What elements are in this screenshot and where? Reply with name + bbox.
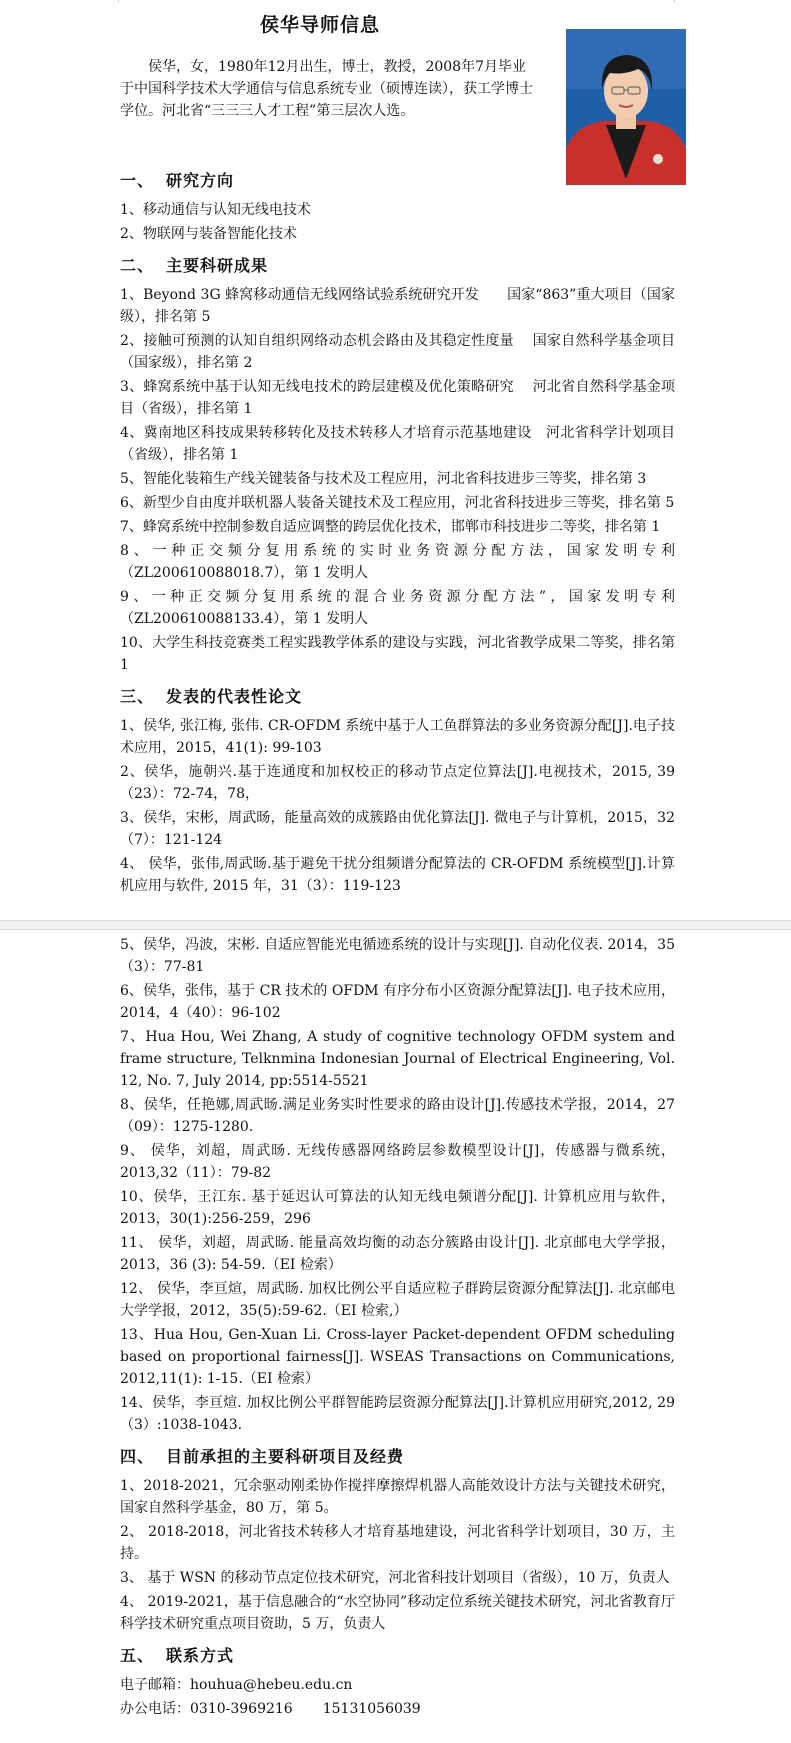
section-3-continued bbox=[120, 934, 675, 1722]
list-item: 4、 侯华，张伟,周武旸.基于避免干扰分组频谱分配算法的 CR-OFDM 系统模型[J].计算机应用与软件, 2015 年，31（3）：119-123 bbox=[120, 856, 675, 894]
list-item: 1、Beyond 3G 蜂窝移动通信无线网络试验系统研究开发 国家“863”重大项目（国家级），排名第 5 bbox=[120, 287, 675, 325]
page-corner-mark bbox=[674, 0, 697, 2]
phone-label: 办公电话： bbox=[120, 1701, 190, 1717]
list-item: 10、侯华，王江东. 基于延迟认可算法的认知无线电频谱分配[J]. 计算机应用与软件，2013，30(1):256-259，296 bbox=[120, 1189, 675, 1227]
list-item: 13、Hua Hou, Gen-Xuan Li. Cross-layer Packet-dependent OFDM scheduling based on proportional fairness[J]. WSEAS Transactions on Communications, 2012,11(1): 1-15.（EI 检索） bbox=[120, 1327, 675, 1387]
mobile-phone: 15131056039 bbox=[322, 1701, 421, 1717]
list-item: 3、 基于 WSN 的移动节点定位技术研究，河北省科技计划项目（省级），10 万，负责人 bbox=[120, 1570, 670, 1586]
page-break bbox=[0, 920, 791, 930]
list-item: 3、蜂窝系统中基于认知无线电技术的跨层建模及优化策略研究 河北省自然科学基金项目（省级），排名第 1 bbox=[120, 379, 675, 417]
contact-phone-line bbox=[120, 1698, 675, 1720]
office-phone: 0310-3969216 bbox=[190, 1701, 293, 1717]
list-item: 1、侯华, 张江梅, 张伟. CR-OFDM 系统中基于人工鱼群算法的多业务资源分配[J].电子技术应用，2015，41(1): 99-103 bbox=[120, 718, 675, 756]
email-label: 电子邮箱： bbox=[120, 1677, 190, 1693]
list-item: 3、侯华，宋彬，周武旸，能量高效的成簇路由优化算法[J]. 微电子与计算机，2015，32（7）：121-124 bbox=[120, 810, 675, 848]
section-heading: 三、 发表的代表性论文 bbox=[120, 687, 303, 706]
section-heading: 五、 联系方式 bbox=[120, 1646, 235, 1665]
list-item: 8、一种正交频分复用系统的实时业务资源分配方法，国家发明专利（ZL200610088018.7），第 1 发明人 bbox=[120, 543, 675, 581]
list-item: 14、侯华，李亘煊. 加权比例公平群智能跨层资源分配算法[J].计算机应用研究,2012, 29（3）:1038-1043. bbox=[120, 1395, 675, 1433]
page-corner-mark bbox=[96, 0, 119, 2]
list-item: 2、 2018-2018，河北省技术转移人才培育基地建设，河北省科学计划项目，30 万，主持。 bbox=[120, 1524, 675, 1562]
list-item: 4、冀南地区科技成果转移转化及技术转移人才培育示范基地建设 河北省科学计划项目（省级），排名第 1 bbox=[120, 425, 675, 463]
section-heading: 一、 研究方向 bbox=[120, 171, 235, 190]
list-item: 11、 侯华，刘超，周武旸. 能量高效均衡的动态分簇路由设计[J]. 北京邮电大学学报，2013，36 (3): 54-59.（EI 检索） bbox=[120, 1235, 675, 1273]
list-item: 5、侯华，冯波，宋彬. 自适应智能光电循迹系统的设计与实现[J]. 自动化仪表. 2014，35（3）：77-81 bbox=[120, 937, 675, 975]
list-item: 2、侯华，施朝兴.基于连通度和加权校正的移动节点定位算法[J].电视技术，2015, 39（23）：72-74，78， bbox=[120, 764, 675, 802]
section-heading: 四、 目前承担的主要科研项目及经费 bbox=[120, 1447, 405, 1466]
section-heading: 二、 主要科研成果 bbox=[120, 256, 269, 275]
list-item: 10、大学生科技竞赛类工程实践教学体系的建设与实践，河北省教学成果二等奖，排名第 1 bbox=[120, 635, 675, 673]
list-item: 9、 侯华，刘超，周武旸. 无线传感器网络跨层参数模型设计[J]，传感器与微系统，2013,32（11）：79-82 bbox=[120, 1143, 675, 1181]
list-item: 2、物联网与装备智能化技术 bbox=[120, 226, 297, 242]
list-item: 1、2018-2021，冗余驱动刚柔协作搅拌摩擦焊机器人高能效设计方法与关键技术研究，国家自然科学基金，80 万，第 5。 bbox=[120, 1478, 675, 1516]
list-item: 5、智能化装箱生产线关键装备与技术及工程应用，河北省科技进步三等奖，排名第 3 bbox=[120, 471, 647, 487]
section-1 bbox=[120, 160, 675, 899]
email-link[interactable]: houhua@hebeu.edu.cn bbox=[190, 1677, 353, 1693]
list-item: 9、一种正交频分复用系统的混合业务资源分配方法”，国家发明专利（ZL200610088133.4），第 1 发明人 bbox=[120, 589, 675, 627]
intro-paragraph: 侯华，女，1980年12月出生，博士，教授，2008年7月毕业于中国科学技术大学通信与信息系统专业（硕博连读），获工学博士学位。河北省“三三三人才工程”第三层次人选。 bbox=[120, 59, 533, 119]
list-item: 6、侯华，张伟，基于 CR 技术的 OFDM 有序分布小区资源分配算法[J]. 电子技术应用，2014，4（40）：96-102 bbox=[120, 983, 675, 1021]
list-item: 2、接触可预测的认知自组织网络动态机会路由及其稳定性度量 国家自然科学基金项目（国家级），排名第 2 bbox=[120, 333, 675, 371]
list-item: 12、 侯华，李亘煊，周武旸. 加权比例公平自适应粒子群跨层资源分配算法[J]. 北京邮电大学学报，2012，35(5):59-62.（EI 检索,） bbox=[120, 1281, 675, 1319]
list-item: 1、移动通信与认知无线电技术 bbox=[120, 202, 311, 218]
contact-email-line bbox=[120, 1674, 675, 1696]
list-item: 7、蜂窝系统中控制参数自适应调整的跨层优化技术，邯郸市科技进步二等奖，排名第 1 bbox=[120, 519, 661, 535]
page-title: 侯华导师信息 bbox=[259, 14, 380, 36]
list-item: 4、 2019-2021，基于信息融合的“水空协同”移动定位系统关键技术研究，河北省教育厅科学技术研究重点项目资助，5 万，负责人 bbox=[120, 1594, 675, 1632]
list-item: 8、侯华，任艳娜,周武旸.满足业务实时性要求的路由设计[J].传感技术学报，2014，27（09）：1275-1280. bbox=[120, 1097, 675, 1135]
list-item: 6、新型少自由度并联机器人装备关键技术及工程应用，河北省科技进步三等奖，排名第 5 bbox=[120, 495, 675, 511]
list-item: 7、Hua Hou, Wei Zhang, A study of cognitive technology OFDM system and frame structure, Telknmina Indonesian Journal of Electrical Engineering, Vol. 12, No. 7, July 2014, pp:5514-5521 bbox=[120, 1029, 675, 1089]
